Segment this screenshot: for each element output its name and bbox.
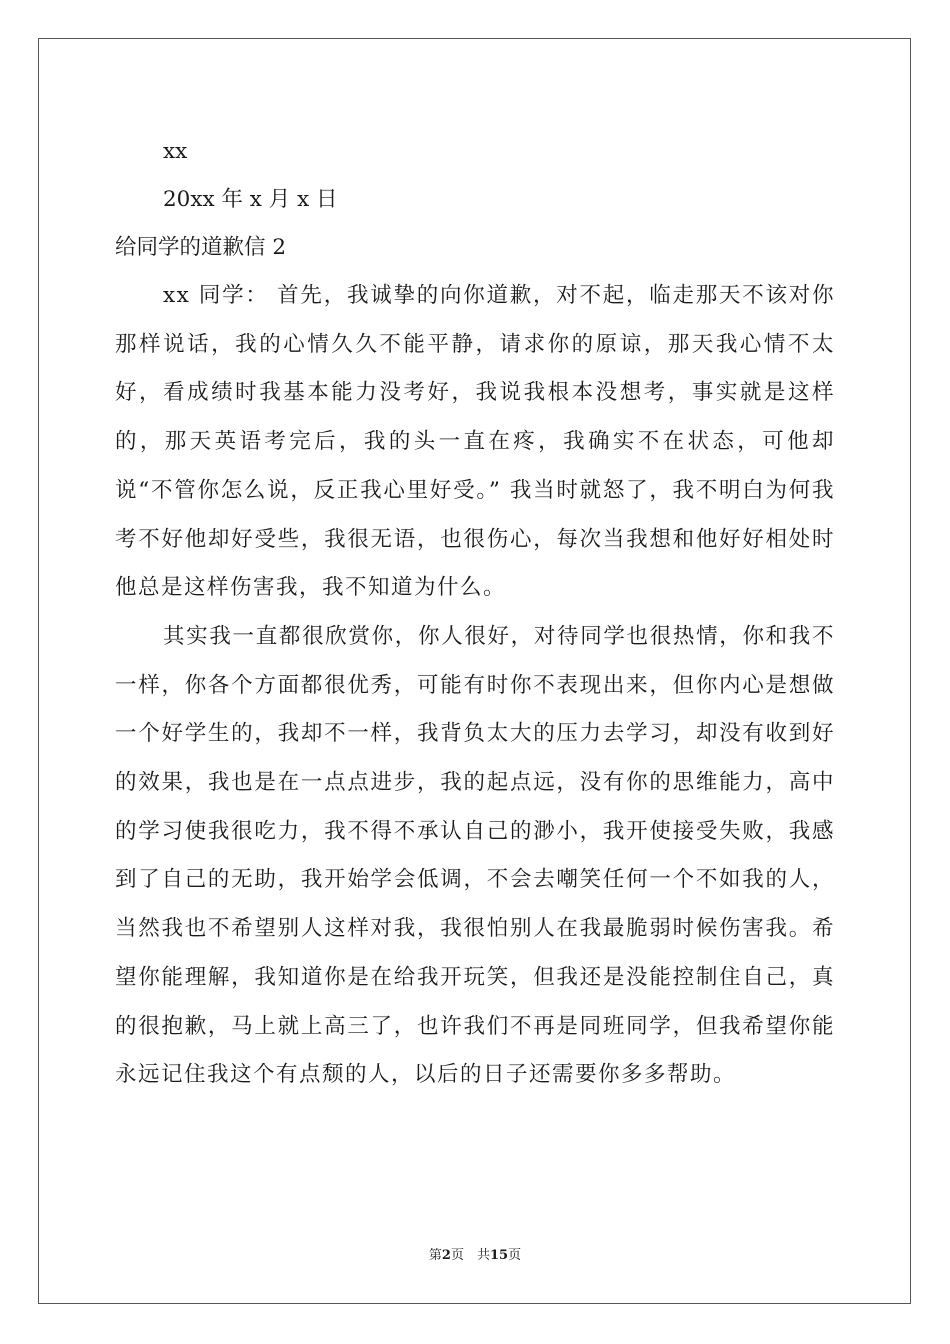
footer-prefix: 第 [428, 1248, 442, 1263]
signature-name: xx [163, 139, 188, 164]
footer-suffix: 页 [508, 1248, 522, 1263]
footer-current-page: 2 [441, 1248, 451, 1263]
paragraph-2: 其实我一直都很欣赏你，你人很好，对待同学也很热情，你和我不一样，你各个方面都很优秀，可能有时你不表现出来，但你内心是想做一个好学生的，我却不一样，我背负太大的压力去学习，却没有收到好的效果，我也是在一点点进步，我的起点远，没有你的思维能力，高中的学习使我很吃力，我不得不承认自己的渺小，我开使接受失败，我感到了自己的无助，我开始学会低调，不会去嘲笑任何一个不如我的人，当然我也不希望别人这样对我，我很怕别人在我最脆弱时候伤害我。希望你能理解，我知道你是在给我开玩笑，但我还是没能控制住自己，真的很抱歉，马上就上高三了，也许我们不再是同班同学，但我希望你能永远记住我这个有点颓的人，以后的日子还需要你多多帮助。 [115, 623, 835, 1088]
letter-body [115, 128, 835, 1100]
footer-mid: 页 共 [450, 1248, 490, 1263]
letter-title: 给同学的道歉信 2 [115, 235, 287, 260]
page-footer [0, 1246, 950, 1266]
signature-date: 20xx 年 x 月 x 日 [163, 187, 338, 212]
paragraph-1: xx 同学： 首先，我诚挚的向你道歉，对不起，临走那天不该对你那样说话，我的心情久久不能平静，请求你的原谅，那天我心情不太好，看成绩时我基本能力没考好，我说我根本没想考，事实就是这样的，那天英语考完后，我的头一直在疼，我确实不在状态，可他却说“不管你怎么说，反正我心里好受。” 我当时就怒了，我不明白为何我考不好他却好受些，我很无语，也很伤心，每次当我想和他好好相处时他总是这样伤害我，我不知道为什么。 [115, 283, 835, 601]
footer-total-pages: 15 [489, 1248, 509, 1263]
